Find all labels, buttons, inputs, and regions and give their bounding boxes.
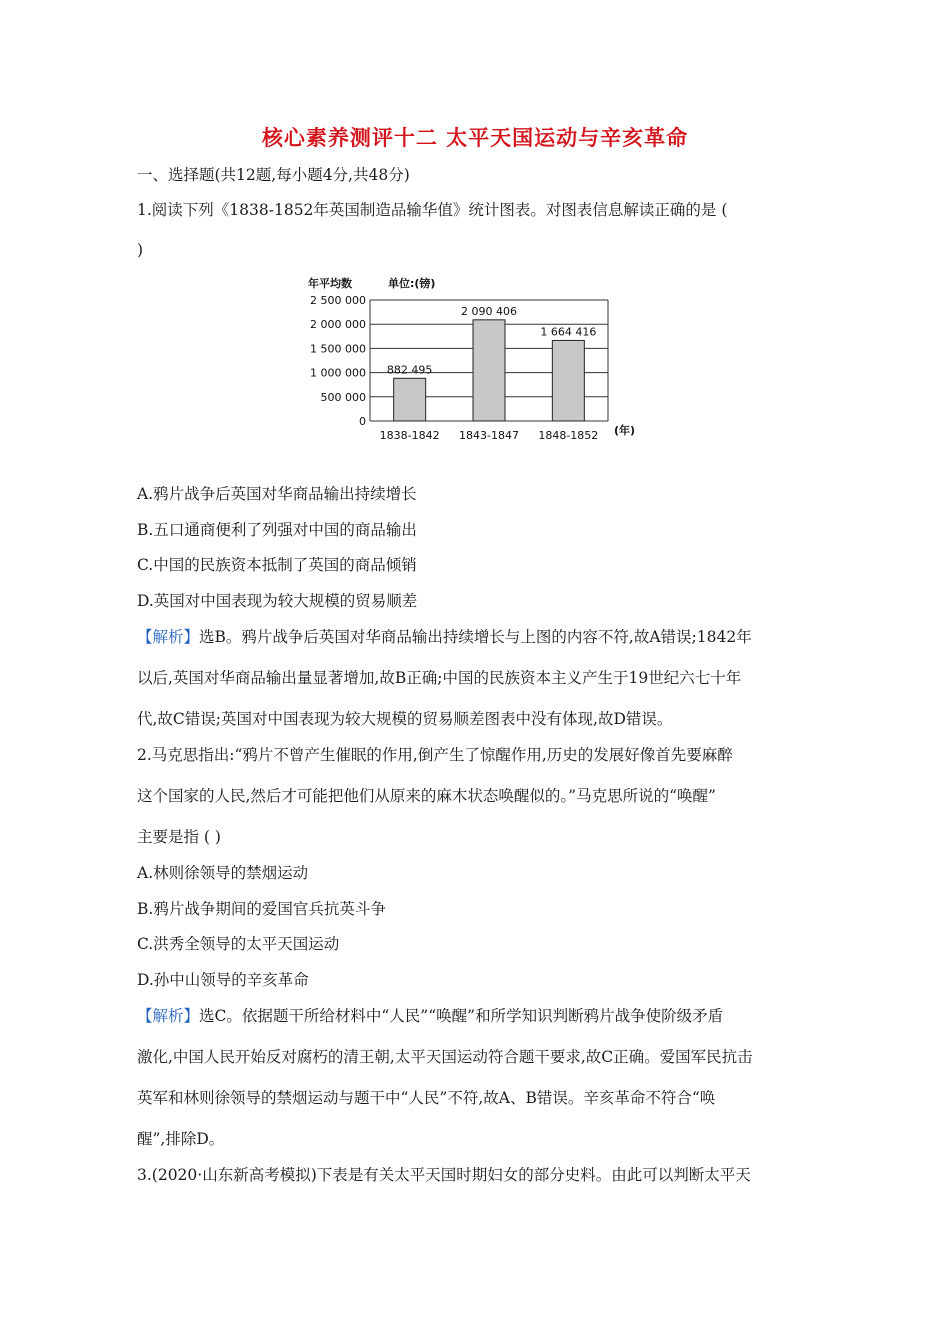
q1-analysis-text1: 选B。鸦片战争后英国对华商品输出持续增长与上图的内容不符,故A错误;1842年 — [199, 628, 752, 646]
q2-stem-line2: 这个国家的人民,然后才可能把他们从原来的麻木状态唤醒似的。”马克思所说的“唤醒” — [137, 787, 716, 805]
q2-analysis-line4: 醒”,排除D。 — [137, 1130, 225, 1148]
trade-bar-chart — [300, 275, 660, 450]
q3-stem-line1: 3.(2020·山东新高考模拟)下表是有关太平天国时期妇女的部分史料。由此可以判断太平天 — [137, 1166, 751, 1184]
chart-y-tick-label: 1 000 000 — [310, 366, 366, 380]
q1-option-b: B.五口通商便利了列强对中国的商品输出 — [137, 521, 417, 539]
q2-analysis-line3: 英军和林则徐领导的禁烟运动与题干中“人民”不符,故A、B错误。辛亥革命不符合“唤 — [137, 1089, 716, 1107]
q2-stem-line3: 主要是指 ( ) — [137, 828, 221, 846]
chart-data-label: 1 664 416 — [540, 325, 597, 339]
chart-ylabel: 年平均数 — [308, 277, 352, 290]
q2-analysis-line1 — [137, 1006, 723, 1026]
chart-bar — [473, 320, 505, 421]
page-title: 核心素养测评十二 太平天国运动与辛亥革命 — [261, 126, 689, 150]
chart-y-tick-label: 2 000 000 — [310, 318, 366, 332]
analysis-tag: 【解析】 — [137, 628, 200, 646]
chart-x-tick-label: 1848-1852 — [538, 429, 599, 442]
q2-option-a: A.林则徐领导的禁烟运动 — [137, 864, 309, 882]
chart-unit: 单位:(镑) — [388, 277, 436, 290]
chart-x-tick-label: 1843-1847 — [459, 429, 519, 442]
chart-x-ticks — [380, 429, 599, 442]
chart-y-ticks — [310, 294, 366, 428]
chart-bar — [394, 378, 426, 421]
chart-bar — [552, 340, 584, 421]
chart-xunit: (年) — [614, 424, 636, 437]
q1-stem-line1: 1.阅读下列《1838-1852年英国制造品输华值》统计图表。对图表信息解读正确的是 ( — [137, 201, 728, 219]
q2-stem-line1: 2.马克思指出:“鸦片不曾产生催眠的作用,倒产生了惊醒作用,历史的发展好像首先要麻醉 — [137, 746, 733, 764]
q2-option-d: D.孙中山领导的辛亥革命 — [137, 971, 309, 989]
chart-data-label: 2 090 406 — [461, 304, 517, 318]
q1-option-c: C.中国的民族资本抵制了英国的商品倾销 — [137, 556, 417, 574]
chart-data-label: 882 495 — [386, 363, 433, 377]
q2-option-b: B.鸦片战争期间的爱国官兵抗英斗争 — [137, 900, 386, 918]
q1-option-d: D.英国对中国表现为较大规模的贸易顺差 — [137, 592, 418, 610]
q1-option-a: A.鸦片战争后英国对华商品输出持续增长 — [137, 485, 417, 503]
chart-y-tick-label: 2 500 000 — [310, 294, 366, 307]
analysis-tag: 【解析】 — [137, 1007, 200, 1025]
q1-analysis-line2: 以后,英国对华商品输出量显著增加,故B正确;中国的民族资本主义产生于19世纪六七十年 — [137, 669, 742, 687]
q1-analysis-line1 — [137, 627, 752, 647]
section-heading: 一、选择题(共12题,每小题4分,共48分) — [137, 166, 410, 184]
chart-y-tick-label: 500 000 — [320, 390, 366, 404]
q1-stem-line2: ) — [137, 241, 144, 259]
q2-analysis-text1: 选C。依据题干所给材料中“人民”“唤醒”和所学知识判断鸦片战争使阶级矛盾 — [199, 1007, 724, 1025]
q2-analysis-line2: 激化,中国人民开始反对腐朽的清王朝,太平天国运动符合题干要求,故C正确。爱国军民抗击 — [137, 1048, 753, 1066]
q2-option-c: C.洪秀全领导的太平天国运动 — [137, 935, 340, 953]
chart-y-tick-label: 0 — [359, 415, 366, 428]
q1-analysis-line3: 代,故C错误;英国对中国表现为较大规模的贸易顺差图表中没有体现,故D错误。 — [137, 710, 673, 728]
chart-y-tick-label: 1 500 000 — [310, 342, 366, 356]
chart-x-tick-label: 1838-1842 — [379, 429, 440, 442]
